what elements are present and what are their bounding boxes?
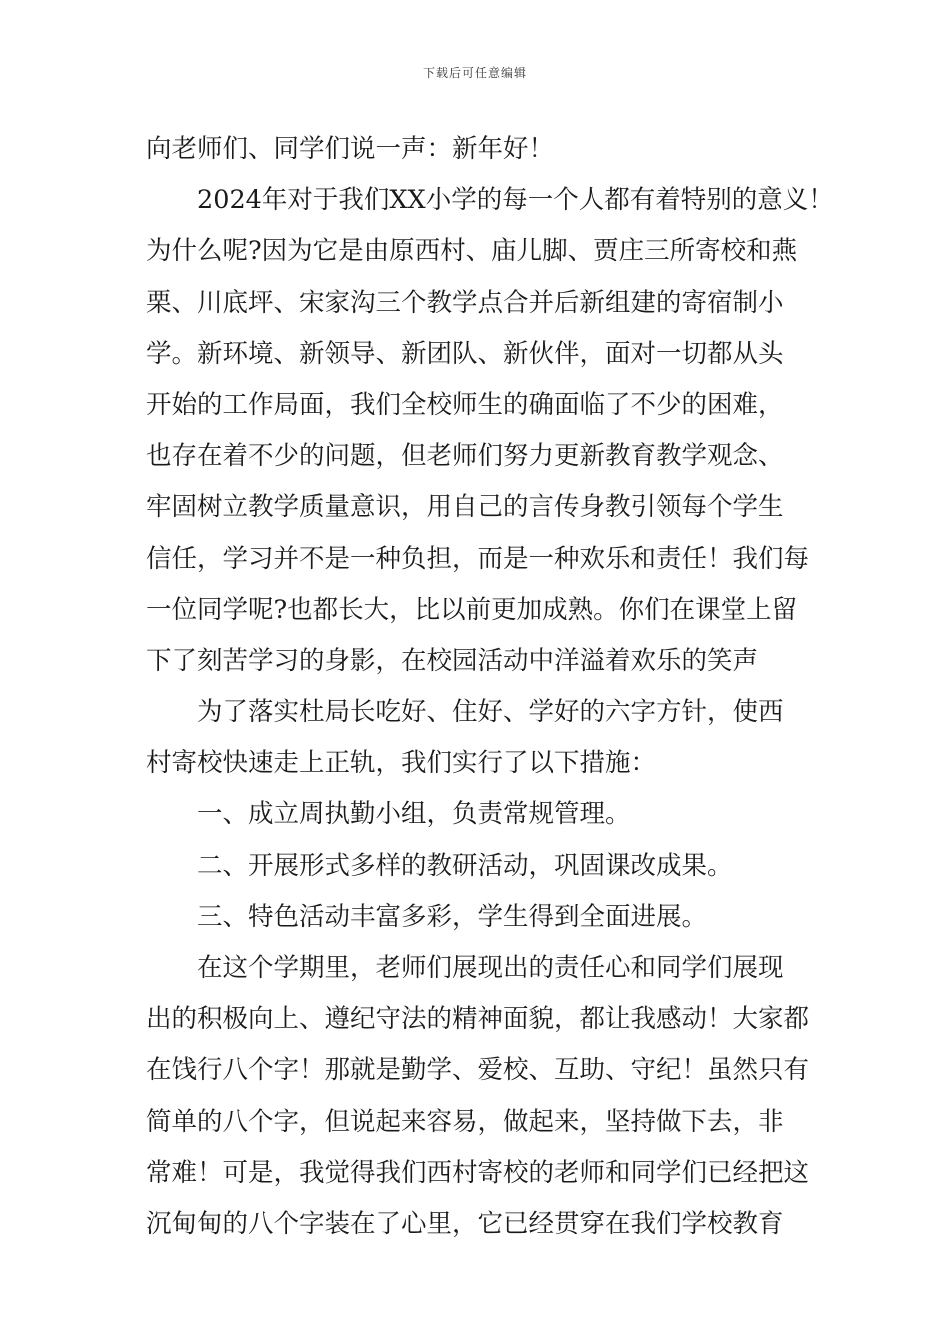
text-line: 村寄校快速走上正轨，我们实行了以下措施： [146,748,657,779]
text-line: 下了刻苦学习的身影，在校园活动中洋溢着欢乐的笑声 [146,645,759,676]
text-line: 学。新环境、新领导、新团队、新伙伴，面对一切都从头 [146,338,784,369]
document-body [146,124,834,1250]
text-line: 为什么呢?因为它是由原西村、庙儿脚、贾庄三所寄校和燕 [146,236,798,267]
text-line: 也存在着不少的问题，但老师们努力更新教育教学观念、 [146,441,784,472]
text-line: 一位同学呢?也都长大，比以前更加成熟。你们在课堂上留 [146,594,798,625]
text-line: 沉甸甸的八个字装在了心里，它已经贯穿在我们学校教育 [146,1208,784,1239]
text-line: 简单的八个字，但说起来容易，做起来，坚持做下去，非 [146,1106,784,1137]
text-line: 信任，学习并不是一种负担，而是一种欢乐和责任！我们每 [146,543,810,574]
text-line: 开始的工作局面，我们全校师生的确面临了不少的困难， [146,389,784,420]
list-item: 二、开展形式多样的教研活动，巩固课改成果。 [197,850,733,881]
page-header: 下载后可任意编辑 [422,66,527,80]
text-line: 向老师们、同学们说一声：新年好！ [146,134,555,164]
text-line: 栗、川底坪、宋家沟三个教学点合并后新组建的寄宿制小 [146,287,784,318]
paragraph-first-line: 2024年对于我们XX小学的每一个人都有着特别的意义！ [197,185,834,216]
paragraph-first-line: 为了落实杜局长吃好、住好、学好的六字方针，使西 [197,697,784,728]
list-item: 三、特色活动丰富多彩，学生得到全面进展。 [197,901,708,932]
text-line: 出的积极向上、遵纪守法的精神面貌，都让我感动！大家都 [146,1004,810,1035]
text-line: 在饯行八个字！那就是勤学、爱校、互助、守纪！虽然只有 [146,1055,810,1086]
text-line: 常难！可是，我觉得我们西村寄校的老师和同学们已经把这 [146,1157,810,1188]
list-item: 一、成立周执勤小组，负责常规管理。 [197,799,631,830]
paragraph-first-line: 在这个学期里，老师们展现出的责任心和同学们展现 [197,953,784,983]
text-line: 牢固树立教学质量意识，用自己的言传身教引领每个学生 [146,492,784,523]
